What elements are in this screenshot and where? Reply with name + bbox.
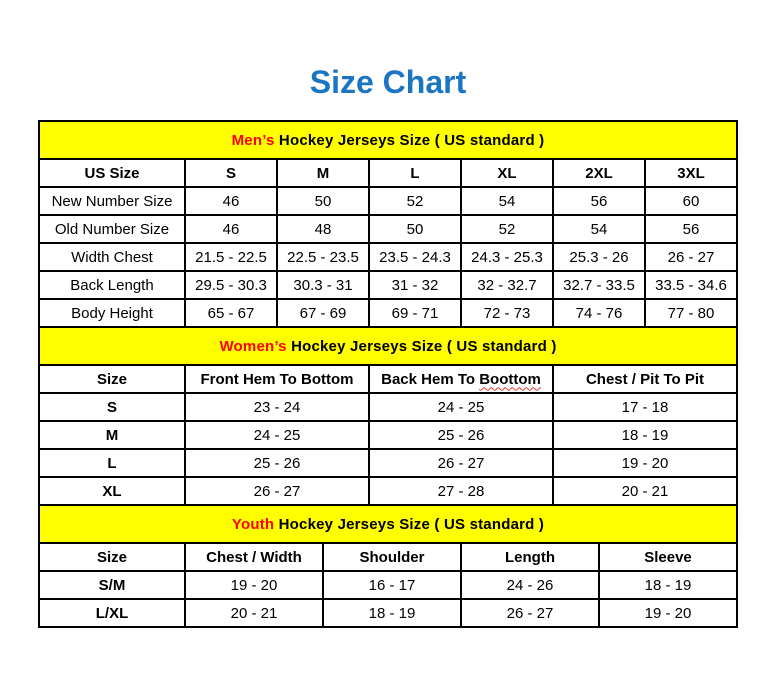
size-cell: 48 [277,215,369,243]
size-cell: 26 - 27 [185,477,369,505]
size-cell: 20 - 21 [553,477,737,505]
size-cell: 67 - 69 [277,299,369,327]
column-header: 3XL [645,159,737,187]
size-cell: 72 - 73 [461,299,553,327]
row-label: L/XL [39,599,185,627]
size-cell: 29.5 - 30.3 [185,271,277,299]
table-row [39,187,737,215]
womens-size-table [38,326,738,506]
column-header: Chest / Width [185,543,323,571]
size-cell: 32.7 - 33.5 [553,271,645,299]
size-cell: 21.5 - 22.5 [185,243,277,271]
size-cell: 25.3 - 26 [553,243,645,271]
misspelled-word: Boottom [479,370,541,388]
table-row [39,243,737,271]
size-cell: 24.3 - 25.3 [461,243,553,271]
size-cell: 18 - 19 [599,571,737,599]
size-cell: 25 - 26 [185,449,369,477]
row-label: L [39,449,185,477]
youth-banner [39,505,737,543]
banner-highlight-word: Women’s [219,337,287,355]
row-label: Back Length [39,271,185,299]
size-cell: 26 - 27 [369,449,553,477]
size-cell: 50 [369,215,461,243]
row-label: New Number Size [39,187,185,215]
size-cell: 31 - 32 [369,271,461,299]
size-cell: 24 - 26 [461,571,599,599]
row-label: S/M [39,571,185,599]
size-cell: 25 - 26 [369,421,553,449]
size-cell: 24 - 25 [369,393,553,421]
size-cell: 19 - 20 [185,571,323,599]
size-cell: 54 [553,215,645,243]
size-cell: 46 [185,187,277,215]
column-header: Size [39,365,185,393]
size-cell: 18 - 19 [323,599,461,627]
banner-text: Hockey Jerseys Size ( US standard ) [274,131,545,149]
size-cell: 26 - 27 [461,599,599,627]
table-row [39,449,737,477]
size-cell: 52 [369,187,461,215]
youth-size-table [38,504,738,628]
column-header: S [185,159,277,187]
column-header: US Size [39,159,185,187]
column-header: Size [39,543,185,571]
size-cell: 54 [461,187,553,215]
size-cell: 27 - 28 [369,477,553,505]
row-label: Body Height [39,299,185,327]
size-cell: 56 [645,215,737,243]
size-cell: 69 - 71 [369,299,461,327]
size-cell: 19 - 20 [553,449,737,477]
size-cell: 23.5 - 24.3 [369,243,461,271]
table-row [39,571,737,599]
size-cell: 19 - 20 [599,599,737,627]
size-cell: 77 - 80 [645,299,737,327]
column-header: Shoulder [323,543,461,571]
column-header: M [277,159,369,187]
column-header: Sleeve [599,543,737,571]
row-label: Old Number Size [39,215,185,243]
size-cell: 16 - 17 [323,571,461,599]
size-cell: 17 - 18 [553,393,737,421]
banner-highlight-word: Men’s [231,131,275,149]
size-cell: 23 - 24 [185,393,369,421]
column-header: 2XL [553,159,645,187]
table-row [39,421,737,449]
table-row [39,599,737,627]
table-row [39,215,737,243]
size-cell: 46 [185,215,277,243]
mens-banner [39,121,737,159]
table-row [39,299,737,327]
banner-highlight-word: Youth [231,515,275,533]
size-tables-container [38,120,738,628]
size-cell: 52 [461,215,553,243]
size-cell: 22.5 - 23.5 [277,243,369,271]
column-header: Chest / Pit To Pit [553,365,737,393]
size-cell: 18 - 19 [553,421,737,449]
size-cell: 60 [645,187,737,215]
size-cell: 26 - 27 [645,243,737,271]
size-cell: 33.5 - 34.6 [645,271,737,299]
column-header: XL [461,159,553,187]
banner-text: Hockey Jerseys Size ( US standard ) [274,515,545,533]
size-cell: 30.3 - 31 [277,271,369,299]
table-row [39,477,737,505]
size-cell: 56 [553,187,645,215]
page-title: Size Chart [309,64,467,100]
table-row [39,393,737,421]
size-cell: 24 - 25 [185,421,369,449]
row-label: Width Chest [39,243,185,271]
size-cell: 65 - 67 [185,299,277,327]
row-label: S [39,393,185,421]
row-label: M [39,421,185,449]
column-header-text: Back Hem To [381,370,480,388]
table-row [39,271,737,299]
banner-text: Hockey Jerseys Size ( US standard ) [286,337,557,355]
column-header: L [369,159,461,187]
column-header: Front Hem To Bottom [185,365,369,393]
column-header [369,365,553,393]
mens-size-table [38,120,738,328]
size-cell: 50 [277,187,369,215]
size-cell: 74 - 76 [553,299,645,327]
column-header: Length [461,543,599,571]
womens-banner [39,327,737,365]
row-label: XL [39,477,185,505]
size-cell: 20 - 21 [185,599,323,627]
size-cell: 32 - 32.7 [461,271,553,299]
